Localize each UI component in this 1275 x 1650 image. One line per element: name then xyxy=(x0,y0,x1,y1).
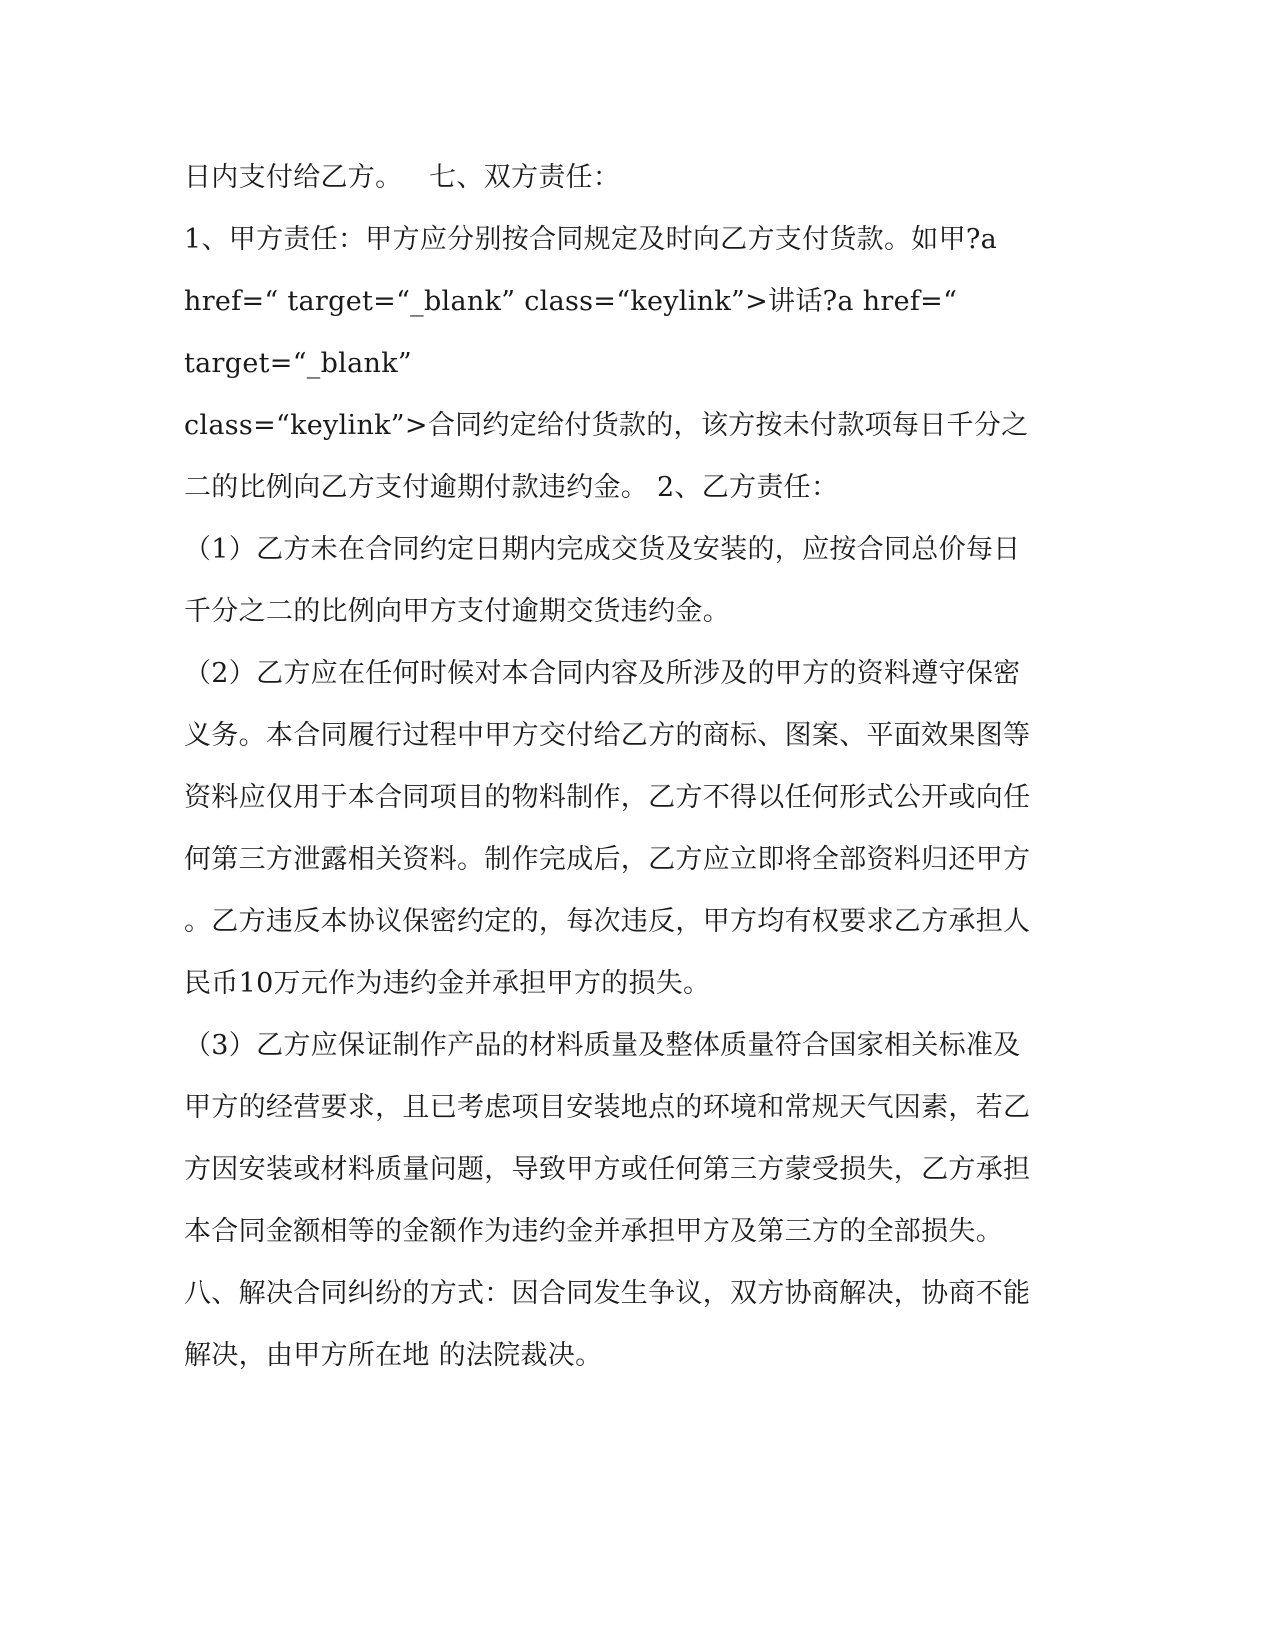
text-line: 八、解决合同纠纷的方式：因合同发生争议，双方协商解决，协商不能 xyxy=(184,1278,1031,1309)
text-line: （3）乙方应保证制作产品的材料质量及整体质量符合国家相关标准及 xyxy=(184,1030,1021,1061)
text-line: 民币10万元作为违约金并承担甲方的损失。 xyxy=(184,968,711,999)
text-line: 解决，由甲方所在地 的法院裁决。 xyxy=(184,1340,603,1371)
text-line: （1）乙方未在合同约定日期内完成交货及安装的，应按合同总价每日 xyxy=(184,534,1021,565)
text-line: 方因安装或材料质量问题，导致甲方或任何第三方蒙受损失，乙方承担 xyxy=(184,1154,1031,1185)
text-line: 本合同金额相等的金额作为违约金并承担甲方及第三方的全部损失。 xyxy=(184,1216,1003,1247)
text-line: href=“ target=“_blank” class=“keylink”>讲话?a href=“ xyxy=(184,286,958,317)
text-line: 资料应仅用于本合同项目的物料制作，乙方不得以任何形式公开或向任 xyxy=(184,782,1031,813)
text-line: 1、甲方责任：甲方应分别按合同规定及时向乙方支付货款。如甲?a xyxy=(184,224,998,255)
text-line: 千分之二的比例向甲方支付逾期交货违约金。 xyxy=(184,596,730,627)
text-line: （2）乙方应在任何时候对本合同内容及所涉及的甲方的资料遵守保密 xyxy=(184,658,1021,689)
text-line: 日内支付给乙方。 七、双方责任： xyxy=(184,162,621,193)
text-line: 义务。本合同履行过程中甲方交付给乙方的商标、图案、平面效果图等 xyxy=(184,720,1031,751)
text-line: target=“_blank” xyxy=(184,348,412,379)
text-line: 何第三方泄露相关资料。制作完成后，乙方应立即将全部资料归还甲方 xyxy=(184,844,1031,875)
text-line: 二的比例向乙方支付逾期付款违约金。 2、乙方责任： xyxy=(184,472,839,503)
text-line: 。乙方违反本协议保密约定的，每次违反，甲方均有权要求乙方承担人 xyxy=(184,906,1031,937)
text-line: class=“keylink”>合同约定给付货款的，该方按未付款项每日千分之 xyxy=(184,410,1029,441)
text-line: 甲方的经营要求，且已考虑项目安装地点的环境和常规天气因素，若乙 xyxy=(184,1092,1031,1123)
